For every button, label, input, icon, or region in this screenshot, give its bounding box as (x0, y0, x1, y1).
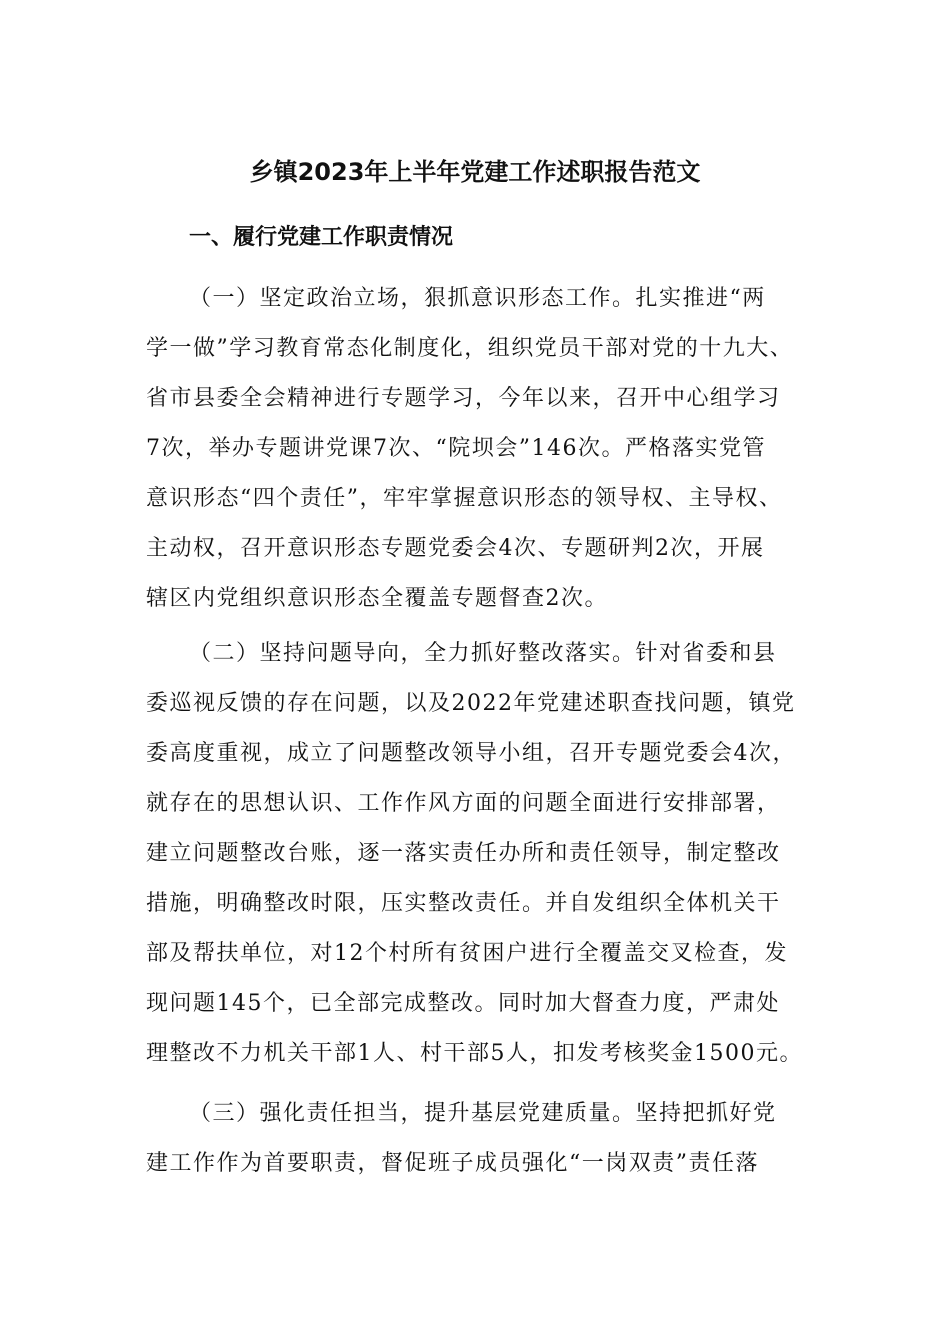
paragraph-line: 7次，举办专题讲党课7次、“院坝会”146次。严格落实党管 (146, 436, 766, 461)
paragraph-line: 就存在的思想认识、工作作风方面的问题全面进行安排部署， (146, 791, 781, 816)
paragraph-line: 省市县委全会精神进行专题学习，今年以来，召开中心组学习 (146, 386, 781, 411)
paragraph-line: 建工作作为首要职责，督促班子成员强化“一岗双责”责任落 (146, 1151, 759, 1176)
paragraph-line: （三）强化责任担当，提升基层党建质量。坚持把抓好党 (189, 1101, 777, 1126)
paragraph-line: 理整改不力机关干部1人、村干部5人，扣发考核奖金1500元。 (146, 1041, 803, 1066)
paragraph-line: 学一做”学习教育常态化制度化，组织党员干部对党的十九大、 (146, 336, 794, 361)
paragraph-line: 委巡视反馈的存在问题，以及2022年党建述职查找问题，镇党 (146, 691, 796, 716)
paragraph-line: （一）坚定政治立场，狠抓意识形态工作。扎实推进“两 (189, 286, 766, 311)
paragraph-line: （二）坚持问题导向，全力抓好整改落实。针对省委和县 (189, 641, 777, 666)
paragraph-1 (146, 274, 816, 624)
paragraph-line: 部及帮扶单位，对12个村所有贫困户进行全覆盖交叉检查，发 (146, 941, 788, 966)
section-heading: 一、履行党建工作职责情况 (189, 224, 454, 250)
paragraph-line: 主动权，召开意识形态专题党委会4次、专题研判2次，开展 (146, 536, 765, 561)
paragraph-line: 意识形态“四个责任”，牢牢掌握意识形态的领导权、主导权、 (146, 486, 783, 511)
paragraph-2 (146, 629, 816, 1079)
paragraph-line: 辖区内党组织意识形态全覆盖专题督查2次。 (146, 586, 608, 611)
paragraph-line: 现问题145个，已全部完成整改。同时加大督查力度，严肃处 (146, 991, 780, 1016)
document-title: 乡镇2023年上半年党建工作述职报告范文 (249, 158, 701, 186)
paragraph-3 (146, 1089, 816, 1189)
paragraph-line: 建立问题整改台账，逐一落实责任办所和责任领导，制定整改 (146, 841, 781, 866)
paragraph-line: 委高度重视，成立了问题整改领导小组，召开专题党委会4次， (146, 741, 796, 766)
paragraph-line: 措施，明确整改时限，压实整改责任。并自发组织全体机关干 (146, 891, 781, 916)
